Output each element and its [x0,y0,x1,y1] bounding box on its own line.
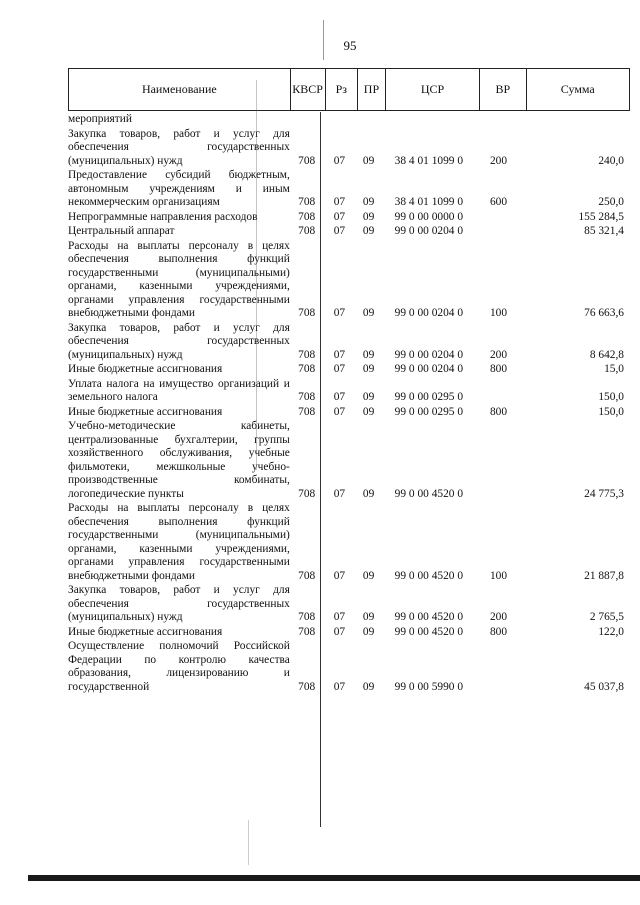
header-kvsr: КВСР [290,69,325,111]
cell-kvsr: 708 [298,391,316,403]
cell-pr: 09 [362,569,375,582]
cell-rz: 07 [333,487,346,500]
cell-csr: 99 0 00 4520 0 [394,611,464,623]
table-row [68,626,630,641]
table-row [68,225,630,240]
cell-rz: 07 [333,154,346,167]
header-rz: Рз [325,69,358,111]
cell-vr [476,378,522,406]
cell-pr: 09 [362,154,375,167]
cell-csr: 99 0 00 0204 0 [394,225,464,237]
cell-name: Центральный аппарат [68,225,175,237]
cell-vr [476,640,522,695]
cell-kvsr: 708 [298,210,316,223]
cell-name: Расходы на выплаты персоналу в целях обеспечения выполнения функций государственными (муниципальными) органами, казенными учреждениями, органами управления государственными внебюджетными фондами [68,239,290,319]
header-pr: ПР [358,69,386,111]
cell-name: Закупка товаров, работ и услуг для обеспечения государственных (муниципальных) нужд [68,584,290,623]
cell-name: Осуществление полномочий Российской Федерации по контролю качества образования, лицензированию и государственной [68,640,290,693]
cell-name: Иные бюджетные ассигнования [68,625,223,638]
cell-name: Иные бюджетные ассигнования [68,363,223,375]
table-row [68,420,630,502]
cell-kvsr: 708 [298,225,316,237]
table-header [68,68,630,111]
cell-csr: 99 0 00 4520 0 [394,625,464,638]
cell-name: Непрограммные направления расходов [68,210,258,223]
cell-vr: 100 [489,307,508,319]
cell-pr: 09 [362,210,375,223]
cell-kvsr: 708 [298,405,316,418]
cell-name: Расходы на выплаты персоналу в целях обеспечения выполнения функций государственными (муниципальными) органами, казенными учреждениями, органами управления государственными внебюджетными фондами [68,502,290,582]
cell-name: Предоставление субсидий бюджетным, автономным учреждениям и иным некоммерческим организациям [68,169,290,208]
cell-pr: 09 [362,405,375,418]
table-row [68,113,630,128]
cell-csr: 99 0 00 0000 0 [394,210,464,223]
cell-sum: 250,0 [598,196,624,208]
scan-bottom-edge [28,875,640,881]
table-row [68,211,630,226]
table-row [68,322,630,364]
table-row [68,378,630,406]
cell-rz: 07 [333,569,346,582]
cell-sum: 21 887,8 [584,569,624,582]
cell-rz: 07 [333,680,346,693]
cell-name: Уплата налога на имущество организаций и земельного налога [68,377,290,403]
cell-vr [476,420,522,502]
cell-sum: 85 321,4 [584,225,624,237]
scan-artifact-line [256,80,257,470]
cell-sum: 240,0 [598,154,624,167]
cell-rz: 07 [333,363,346,375]
cell-pr: 09 [362,487,375,500]
cell-vr: 600 [489,196,508,208]
cell-kvsr: 708 [298,569,316,582]
budget-table [68,113,630,695]
cell-vr: 200 [489,348,508,361]
cell-name: Закупка товаров, работ и услуг для обеспечения государственных (муниципальных) нужд [68,321,290,361]
cell-vr [476,225,522,240]
cell-kvsr: 708 [298,196,316,208]
table-row [68,406,630,421]
table-row [68,128,630,170]
cell-name: Учебно-методические кабинеты, централизованные бухгалтерии, группы хозяйственного обслуживания, учебные фильмотеки, межшкольные учебно-производственные комбинаты, логопедические пункты [68,420,290,500]
cell-csr: 38 4 01 1099 0 [394,154,464,167]
cell-pr: 09 [362,225,375,237]
scan-artifact-line [323,20,324,60]
page-number: 95 [343,38,357,53]
cell-sum: 2 765,5 [589,611,624,623]
table-row [68,640,630,695]
cell-rz: 07 [333,225,346,237]
cell-vr: 800 [489,405,508,418]
cell-rz: 07 [333,625,346,638]
cell-pr: 09 [362,196,375,208]
cell-sum: 76 663,6 [584,307,624,319]
cell-pr: 09 [362,611,375,623]
cell-vr: 200 [489,611,508,623]
header-name: Наименование [69,69,291,111]
cell-kvsr [290,113,324,128]
cell-vr: 800 [489,625,508,638]
table-row [68,169,630,211]
table-row [68,502,630,584]
cell-kvsr: 708 [298,154,316,167]
cell-pr: 09 [362,348,375,361]
header-vr: ВР [480,69,526,111]
cell-pr: 09 [362,680,375,693]
cell-csr: 99 0 00 4520 0 [394,569,464,582]
cell-csr: 38 4 01 1099 0 [394,196,464,208]
header-sum: Сумма [526,69,629,111]
cell-kvsr: 708 [298,611,316,623]
column-divider [320,112,321,827]
cell-csr [382,113,476,128]
table-row [68,584,630,626]
cell-sum: 122,0 [598,625,624,638]
cell-sum: 45 037,8 [584,680,624,693]
header-csr: ЦСР [385,69,479,111]
cell-kvsr: 708 [298,363,316,375]
cell-sum: 15,0 [604,363,624,375]
cell-rz: 07 [333,196,346,208]
cell-sum: 24 775,3 [584,487,624,500]
cell-rz: 07 [333,391,346,403]
table-row [68,363,630,378]
cell-sum: 150,0 [598,391,624,403]
cell-csr: 99 0 00 0204 0 [394,307,464,319]
cell-sum: 8 642,8 [589,348,624,361]
cell-name: Иные бюджетные ассигнования [68,405,223,418]
cell-rz: 07 [333,348,346,361]
cell-csr: 99 0 00 0295 0 [394,405,464,418]
cell-csr: 99 0 00 0295 0 [394,391,464,403]
cell-name: мероприятий [68,113,132,125]
scan-artifact-line [248,820,249,865]
cell-csr: 99 0 00 5990 0 [394,680,464,693]
cell-pr [355,113,382,128]
cell-rz [324,113,356,128]
cell-sum [521,113,630,128]
cell-vr: 100 [489,569,508,582]
cell-csr: 99 0 00 4520 0 [394,487,464,500]
cell-vr [476,211,522,226]
cell-rz: 07 [333,307,346,319]
cell-csr: 99 0 00 0204 0 [394,363,464,375]
table-row [68,240,630,322]
cell-name: Закупка товаров, работ и услуг для обеспечения государственных (муниципальных) нужд [68,127,290,167]
cell-vr: 800 [489,363,508,375]
cell-pr: 09 [362,391,375,403]
cell-rz: 07 [333,210,346,223]
cell-pr: 09 [362,625,375,638]
cell-kvsr: 708 [298,487,316,500]
cell-pr: 09 [362,363,375,375]
cell-kvsr: 708 [298,680,316,693]
cell-csr: 99 0 00 0204 0 [394,348,464,361]
cell-rz: 07 [333,611,346,623]
cell-pr: 09 [362,307,375,319]
cell-rz: 07 [333,405,346,418]
cell-sum: 155 284,5 [578,210,624,223]
cell-kvsr: 708 [298,307,316,319]
cell-sum: 150,0 [598,405,624,418]
cell-vr [476,113,522,128]
cell-kvsr: 708 [298,625,316,638]
cell-kvsr: 708 [298,348,316,361]
cell-vr: 200 [489,154,508,167]
